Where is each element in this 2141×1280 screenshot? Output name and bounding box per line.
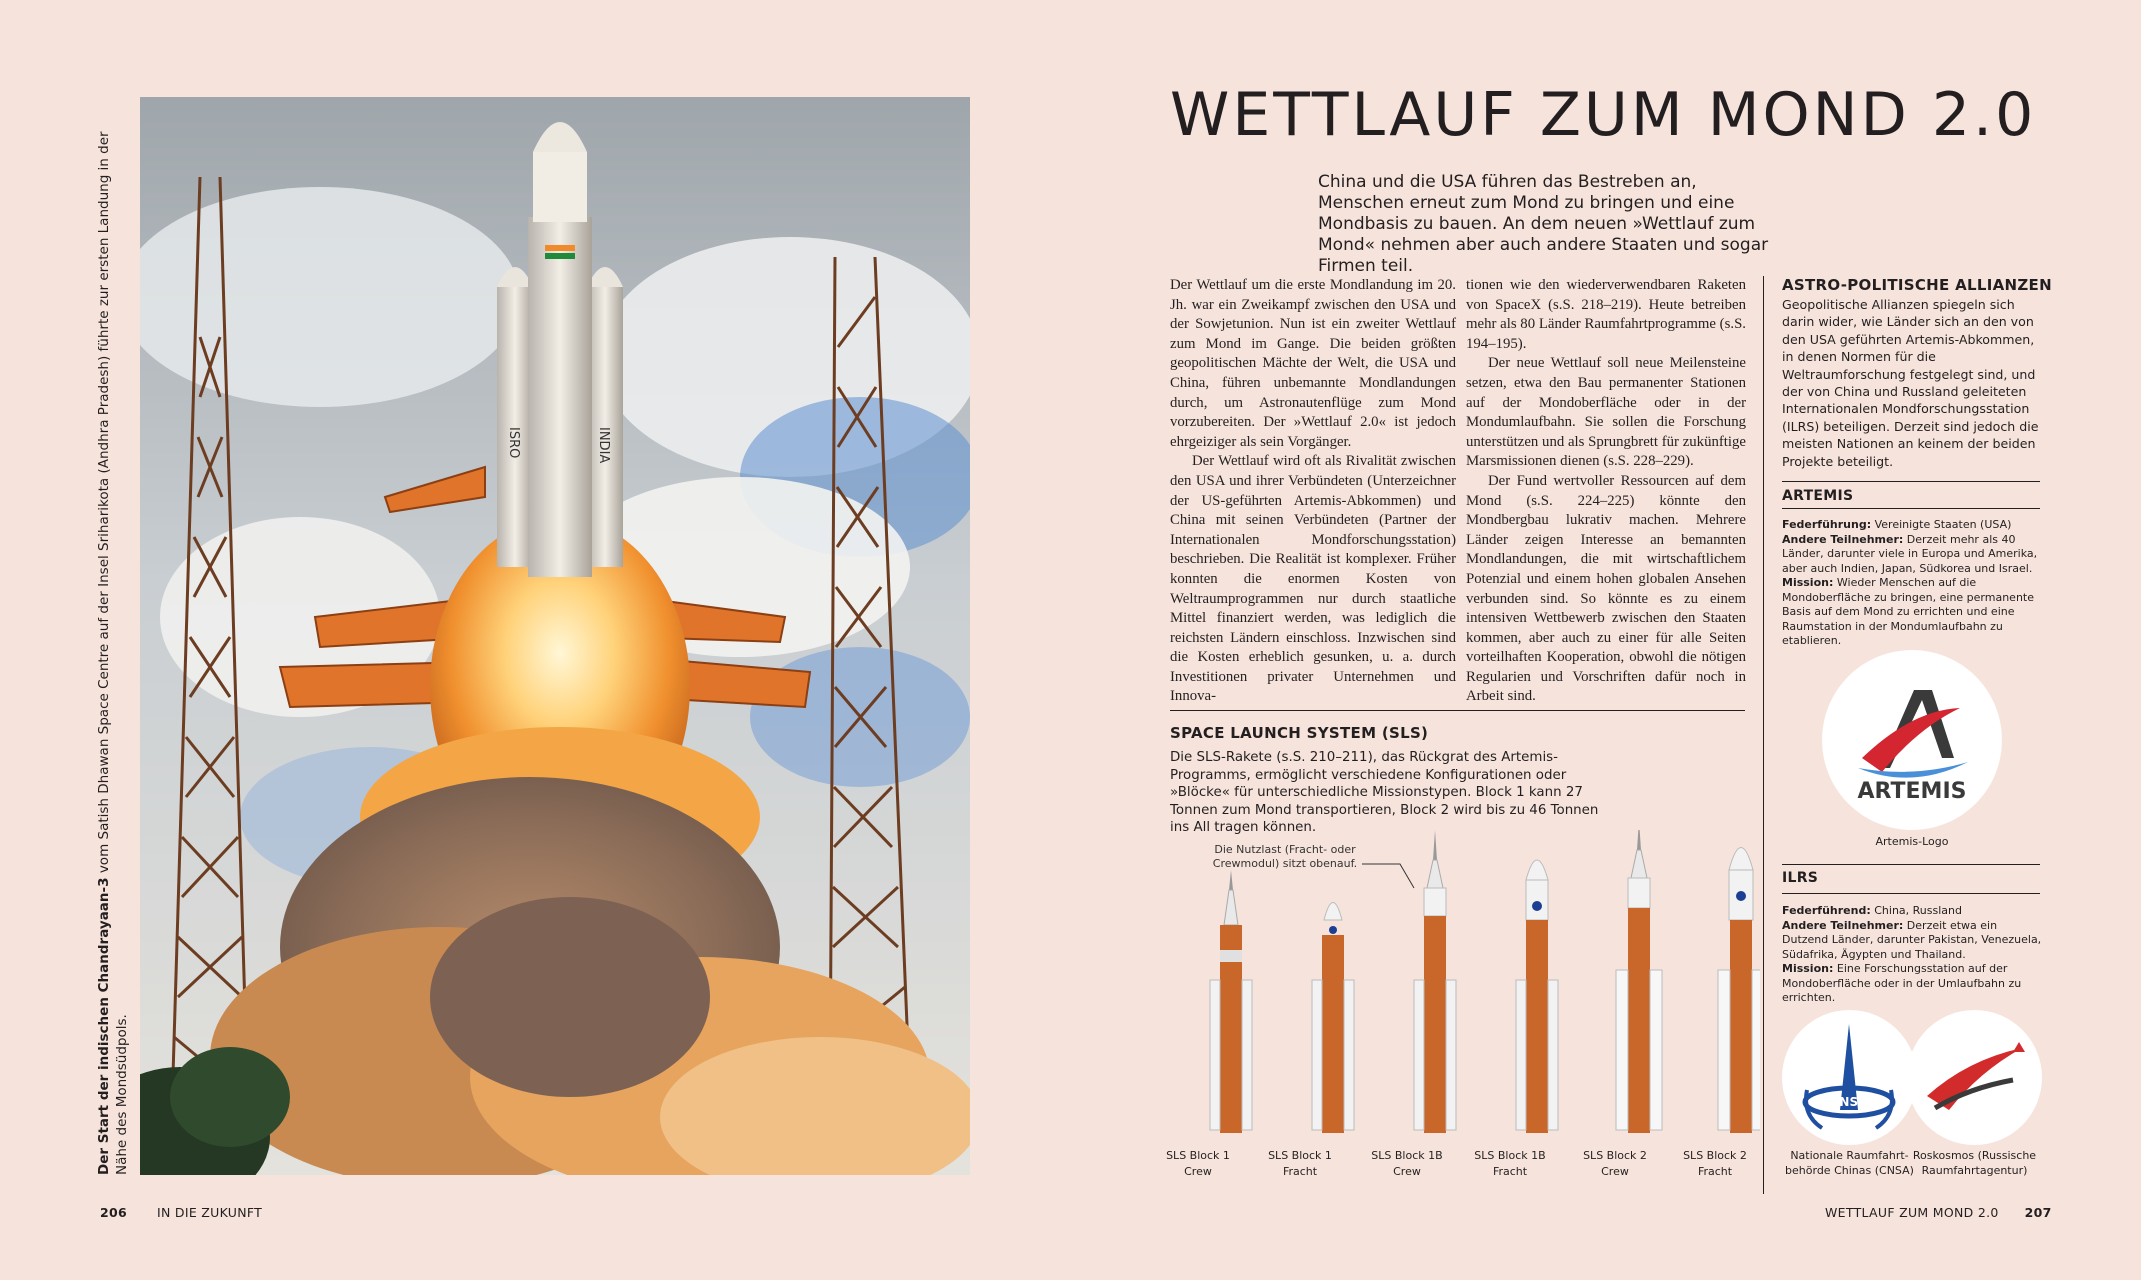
rocket-block2-cargo — [1718, 848, 1760, 1134]
section-name-left: IN DIE ZUKUNFT — [157, 1205, 263, 1220]
artemis-divider — [1782, 481, 2040, 482]
artemis-logo-icon — [1822, 650, 2002, 830]
rocket-label — [1362, 1148, 1452, 1180]
sls-rockets-diagram — [1160, 830, 1760, 1148]
rocket-label — [1570, 1148, 1660, 1180]
fact-value: Derzeit mehr als 40 Länder, darunter viele in Europa und Amerika, aber auch Indien, Japan, Südkorea und Israel. — [1782, 532, 2038, 575]
section-divider — [1170, 710, 1745, 711]
fact-value: Wieder Menschen auf die Mondoberfläche zu bringen, eine permanente Basis auf dem Mond zu errichten und eine Raumstation in der Mondumlaufbahn zu etablieren. — [1782, 576, 2035, 647]
caption-line: behörde Chinas (CNSA) — [1785, 1164, 1914, 1177]
caption-bold: Der Start der indischen Chandrayaan-3 — [96, 877, 112, 1175]
rocket-label-line: SLS Block 1B — [1474, 1149, 1546, 1162]
sidebar-divider — [1763, 276, 1764, 1194]
payload-annotation: Die Nutzlast (Fracht- oder Crewmodul) sitzt obenauf. — [1212, 843, 1358, 870]
body-paragraph: Der neue Wettlauf soll neue Meilensteine setzen, etwa den Bau permanenter Stationen auf der Mondoberfläche oder in der Mondumlaufbahn. Sie sollen die Forschung unterstützen und als Sprungbrett für zukünftige Marsmissionen dienen (s.S. 228–229). — [1466, 355, 1746, 470]
fact-value: Vereinigte Staaten (USA) — [1871, 518, 2012, 531]
rocket-label-line: Fracht — [1492, 1165, 1528, 1178]
body-paragraph: Der Wettlauf wird oft als Rivalität zwischen den USA und ihrer Verbündeten (Unterzeichner der US-geführten Artemis-Abkommen) und China mit seinen Verbündeten (Partner der Internationalen Mondforschungsstation) beschrieben. Die Realität ist komplexer. Früher konnten die enormen Kosten von Weltraumprogrammen nur durch staatliche Mittel finanziert werden, was lediglich die reichsten Ländern einschloss. Inzwischen sind die Kosten erheblich gesunken, u. a. durch Investitionen privater Unternehmen und Innova- — [1170, 453, 1456, 705]
page-number-left: 206 — [100, 1205, 127, 1220]
rocket-block1-cargo — [1312, 903, 1354, 1134]
sidebar-text: Geopolitische Allianzen spiegeln sich darin wider, wie Länder sich an den von den USA geführten Artemis-Abkommen, in denen Normen für die Weltraumforschung festgelegt sind, und der von China und Russland geleiteten Internationalen Mondforschungsstation (ILRS) beteiligen. Derzeit sind jedoch die meisten Nationen an keinem der beiden Projekte beteiligt. — [1782, 297, 2039, 469]
caption-line: Roskosmos (Russische — [1912, 1149, 2037, 1162]
launch-illustration — [140, 97, 970, 1175]
rocket-label — [1153, 1148, 1243, 1180]
artemis-logo-text: ARTEMIS — [1857, 779, 1967, 804]
artemis-logo — [1822, 650, 2002, 830]
page-number-right: 207 — [2024, 1205, 2052, 1220]
page-title: WETTLAUF ZUM MOND 2.0 — [1170, 80, 2037, 150]
launch-photo — [140, 97, 970, 1175]
artemis-divider — [1782, 508, 2040, 509]
artemis-facts — [1782, 518, 2044, 649]
cnsa-logo — [1782, 1010, 1917, 1145]
roscosmos-logo-icon — [1907, 1010, 2042, 1145]
sls-text: Die SLS-Rakete (s.S. 210–211), das Rückgrat des Artemis-Programms, ermöglicht verschiedene Konfigurationen oder »Blöcke« für unterschiedliche Missionstypen. Block 1 kann 27 Tonnen zum Mond transportieren, Block 2 wird bis zu 46 Tonnen ins All tragen können. — [1170, 750, 1599, 836]
rocket-block1b-cargo — [1516, 860, 1558, 1133]
rocket-label — [1670, 1148, 1760, 1180]
fact-label: Mission: — [1782, 576, 1834, 589]
rocket-label-line: Crew — [1184, 1165, 1212, 1178]
artemis-logo-caption: Artemis-Logo — [1875, 835, 1949, 848]
rocket-text-india: INDIA — [596, 427, 611, 464]
artemis-heading: ARTEMIS — [1782, 488, 1854, 504]
fact-value: China, Russland — [1870, 904, 1962, 917]
rocket-label — [1255, 1148, 1345, 1180]
intro-text: China und die USA führen das Bestreben an, Menschen erneut zum Mond zu bringen und eine Mondbasis zu bauen. An dem neuen »Wettlauf zum Mond« nehmen aber auch andere Staaten und sogar Firmen teil. — [1318, 172, 1769, 276]
fact-label: Andere Teilnehmer: — [1782, 532, 1904, 546]
footer-right — [1825, 1205, 2052, 1220]
sls-heading: SPACE LAUNCH SYSTEM (SLS) — [1170, 724, 1429, 742]
rocket-label-line: Fracht — [1282, 1165, 1318, 1178]
fact-label: Federführung: — [1782, 518, 1872, 531]
rocket-block2-crew — [1616, 830, 1662, 1133]
footer-left — [100, 1205, 262, 1220]
fact-label: Andere Teilnehmer: — [1782, 918, 1904, 932]
rocket-label-line: Fracht — [1697, 1165, 1733, 1178]
cnsa-logo-text: CNSA — [1830, 1095, 1868, 1109]
caption-line: Nationale Raumfahrt- — [1790, 1149, 1909, 1162]
cnsa-logo-icon — [1782, 1010, 1917, 1145]
rocket-label-line: SLS Block 2 — [1583, 1149, 1647, 1162]
rocket-label-line: SLS Block 1 — [1268, 1149, 1332, 1162]
caption-rest: vom Satish Dhawan Space Centre auf der Insel Sriharikota (Andhra Pradesh) führte zur ersten Landung in der Nähe des Mondsüdpols. — [96, 131, 130, 1175]
roscosmos-caption — [1907, 1148, 2042, 1178]
roscosmos-logo — [1907, 1010, 2042, 1145]
fact-label: Federführend: — [1782, 904, 1871, 917]
rocket-label-line: SLS Block 1B — [1371, 1149, 1443, 1162]
rocket-label-line: Crew — [1393, 1165, 1421, 1178]
body-paragraph: Der Fund wertvoller Ressourcen auf dem Mond (s.S. 224–225) könnte den Mondbergbau lukrativ machen. Mehrere Länder zeigen Interesse an bemannten Mondlandungen, die mit wirtschaftlichem Potenzial und einem hohen globalen Ansehen verbunden sind. So könnte es zu einem intensiven Wettbewerb zwischen den Staaten kommen, aber auch zu einer für alle Seiten vorteilhaften Kooperation, obwohl die nötigen Regularien und Vorschriften dafür noch in Arbeit sind. — [1466, 472, 1746, 705]
cnsa-caption — [1782, 1148, 1917, 1178]
body-column-1 — [1170, 276, 1456, 707]
rocket-block1b-crew — [1414, 830, 1456, 1133]
fact-label: Mission: — [1782, 962, 1834, 975]
body-column-2 — [1466, 276, 1746, 707]
photo-caption — [95, 97, 131, 1175]
rocket-label — [1465, 1148, 1555, 1180]
ilrs-divider — [1782, 864, 2040, 865]
ilrs-heading: ILRS — [1782, 870, 1819, 886]
fact-value: Derzeit etwa ein Dutzend Länder, darunter Pakistan, Venezuela, Südafrika, Ägypten und Thailand. — [1782, 918, 2042, 961]
fact-value: Eine Forschungsstation auf der Mondoberfläche oder in der Umlaufbahn zu errichten. — [1782, 962, 2022, 1004]
rocket-label-line: SLS Block 2 — [1683, 1149, 1747, 1162]
caption-line: Raumfahrtagentur) — [1921, 1164, 2028, 1177]
rocket-block1-crew — [1210, 870, 1252, 1133]
body-paragraph: Der Wettlauf um die erste Mondlandung im 20. Jh. war ein Zweikampf zwischen den USA und der Sowjetunion. Nun ist ein zweiter Wettlauf zum Mond im Gange. Die beiden größten geopolitischen Mächte der Welt, die USA und China, führen unbemannte Mondlandungen durch, um Astronautenflüge zum Mond vorzubereiten. Der »Wettlauf 2.0« ist jedoch ehrgeiziger als sein Vorgänger. — [1170, 277, 1456, 450]
rocket-label-line: SLS Block 1 — [1166, 1149, 1230, 1162]
rocket-text-isro: ISRO — [506, 427, 521, 459]
section-name-right: WETTLAUF ZUM MOND 2.0 — [1825, 1205, 1999, 1220]
ilrs-facts — [1782, 904, 2044, 1006]
sidebar-heading: ASTRO-POLITISCHE ALLIANZEN — [1782, 276, 2052, 294]
body-paragraph: tionen wie den wiederverwendbaren Raketen von SpaceX (s.S. 218–219). Heute betreiben mehr als 80 Länder Raumfahrtprogramme (s.S. 194–195). — [1466, 277, 1746, 352]
ilrs-divider — [1782, 893, 2040, 894]
rocket-label-line: Crew — [1601, 1165, 1629, 1178]
